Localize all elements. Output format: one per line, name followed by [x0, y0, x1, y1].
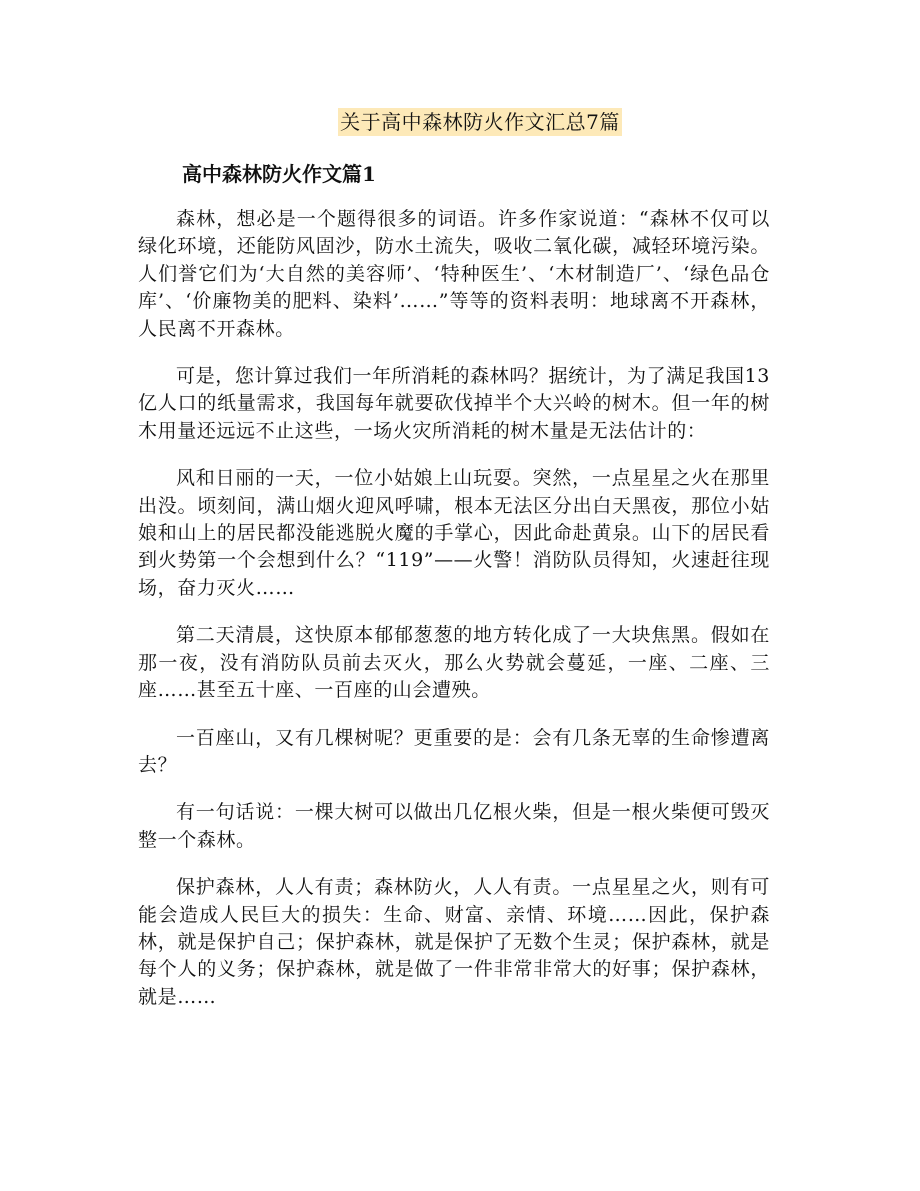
paragraph-1: 森林，想必是一个题得很多的词语。许多作家说道：“森林不仅可以绿化环境，还能防风固沙，防水土流失，吸收二氧化碳，减轻环境污染。人们誉它们为‘大自然的美容师’、‘特种医生’、‘木材制造厂’、‘绿色品仓库’、‘价廉物美的肥料、染料’……”等等的资料表明：地球离不开森林，人民离不开森林。 — [138, 208, 770, 340]
paragraph-3: 风和日丽的一天，一位小姑娘上山玩耍。突然，一点星星之火在那里出没。顷刻间，满山烟火迎风呼啸，根本无法区分出白天黑夜，那位小姑娘和山上的居民都没能逃脱火魔的手掌心，因此命赴黄泉。山下的居民看到火势第一个会想到什么？“119”——火警！消防队员得知，火速赶往现场，奋力灭火…… — [138, 467, 770, 599]
paragraph-5: 一百座山，又有几棵树呢？更重要的是：会有几条无辜的生命惨遭离去？ — [138, 726, 770, 776]
paragraph-4: 第二天清晨，这快原本郁郁葱葱的地方转化成了一大块焦黑。假如在那一夜，没有消防队员前去灭火，那么火势就会蔓延，一座、二座、三座……甚至五十座、一百座的山会遭殃。 — [138, 624, 770, 702]
paragraph-7: 保护森林，人人有责；森林防火，人人有责。一点星星之火，则有可能会造成人民巨大的损失：生命、财富、亲情、环境……因此，保护森林，就是保护自己；保护森林，就是保护了无数个生灵；保护森林，就是每个人的义务；保护森林，就是做了一件非常非常大的好事；保护森林，就是…… — [138, 876, 770, 1008]
paragraph-2: 可是，您计算过我们一年所消耗的森林吗？据统计，为了满足我国13亿人口的纸量需求，我国每年就要砍伐掉半个大兴岭的树木。但一年的树木用量还远远不止这些，一场火灾所消耗的树木量是无法估计的： — [138, 365, 770, 442]
paragraph-6: 有一句话说：一棵大树可以做出几亿根火柴，但是一根火柴便可毁灭整一个森林。 — [138, 801, 770, 851]
section-heading: 高中森林防火作文篇1 — [182, 162, 376, 186]
essay-body — [138, 206, 770, 1031]
title-container — [0, 108, 920, 136]
document-title: 关于高中森林防火作文汇总7篇 — [340, 110, 620, 134]
